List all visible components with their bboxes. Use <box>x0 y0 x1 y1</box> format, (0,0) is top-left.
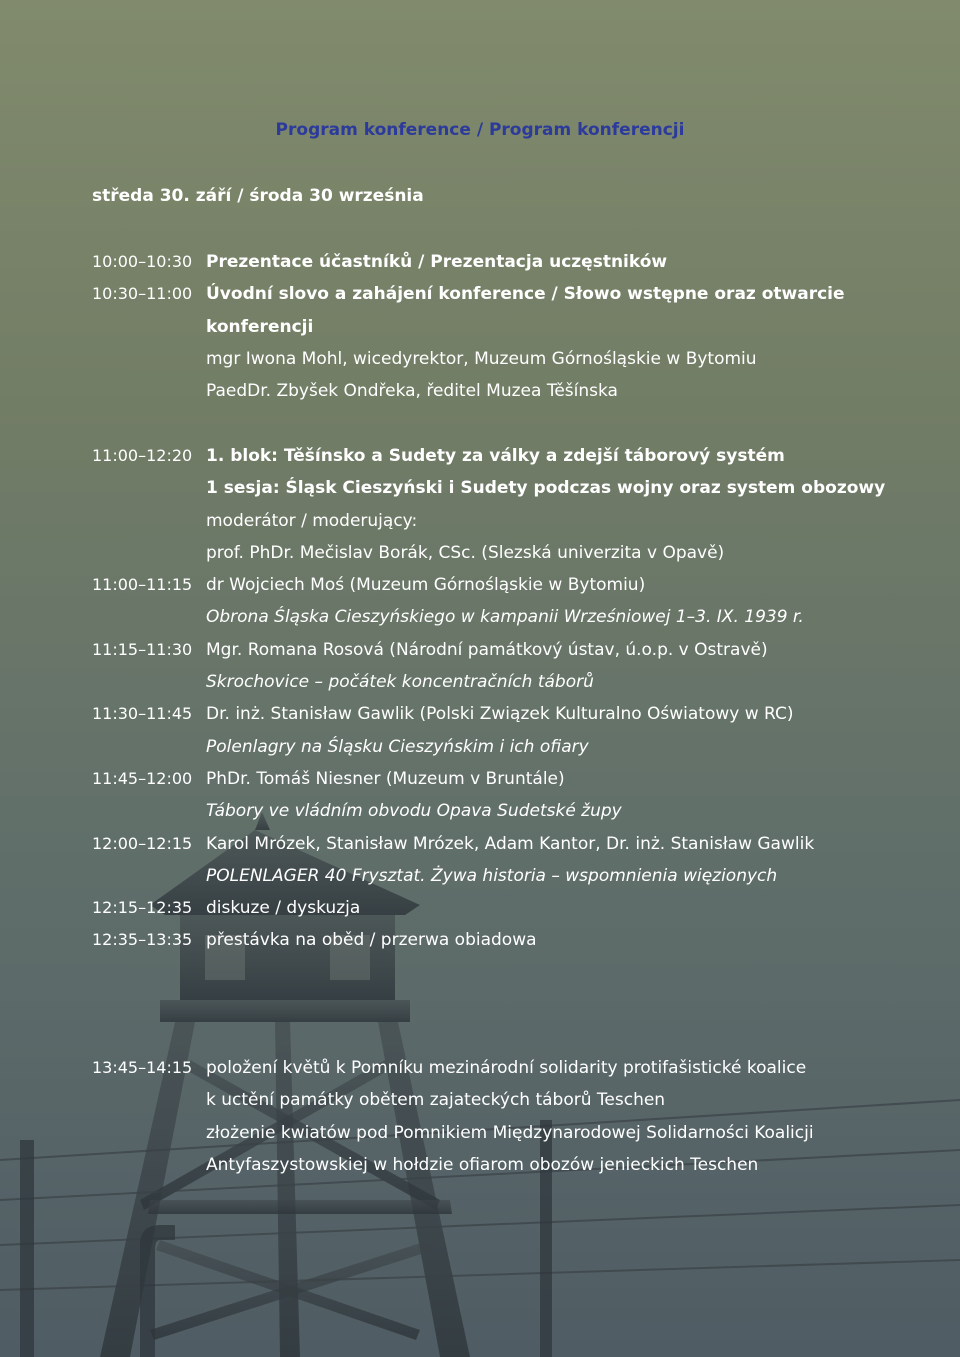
schedule-text: POLENLAGER 40 Frysztat. Żywa historia – wspomnienia więzionych <box>206 865 778 886</box>
schedule-time-spacer <box>92 666 206 698</box>
schedule-text: Tábory ve vládním obvodu Opava Sudetské župy <box>206 801 622 822</box>
schedule-text: PaedDr. Zbyšek Ondřeka, ředitel Muzea Těšínska <box>206 381 618 402</box>
schedule-text: Polenlagry na Śląsku Cieszyńskim i ich ofiary <box>206 736 589 757</box>
schedule-row <box>92 1149 852 1181</box>
schedule-time-spacer <box>92 472 206 504</box>
schedule-text: prof. PhDr. Mečislav Borák, CSc. (Slezská univerzita v Opavě) <box>206 542 725 563</box>
schedule-row <box>92 246 852 278</box>
schedule-time: 12:00–12:15 <box>92 833 193 853</box>
schedule-row <box>92 795 852 827</box>
schedule-text: diskuze / dyskuzja <box>206 898 361 919</box>
schedule-block-session-1 <box>92 440 886 957</box>
schedule-text: moderátor / moderujący: <box>206 510 418 531</box>
schedule-text: Antyfaszystowskiej w hołdzie ofiarom obozów jenieckich Teschen <box>206 1154 759 1175</box>
schedule-time-spacer <box>92 1084 206 1116</box>
schedule-text: přestávka na oběd / przerwa obiadowa <box>206 930 537 951</box>
schedule-text: konferencji <box>206 316 314 337</box>
schedule-row <box>92 472 886 504</box>
schedule-row <box>92 505 852 537</box>
schedule-time: 11:00–11:15 <box>92 575 193 595</box>
schedule-row <box>92 1117 852 1149</box>
page-title: Program konference / Program konferencji <box>275 120 685 140</box>
schedule-row <box>92 375 852 407</box>
schedule-text: złożenie kwiatów pod Pomnikiem Międzynarodowej Solidarności Koalicji <box>206 1122 814 1143</box>
schedule-text: 1. blok: Těšínsko a Sudety za války a zdejší táborový systém <box>206 446 785 466</box>
schedule-text: položení květů k Pomníku mezinárodní solidarity protifašistické koalice <box>206 1058 807 1078</box>
schedule-row <box>92 1084 852 1116</box>
schedule-time-spacer <box>92 795 206 827</box>
schedule-text: k uctění památky obětem zajateckých táborů Teschen <box>206 1090 666 1111</box>
schedule-block-opening <box>92 246 852 407</box>
schedule-row <box>92 278 852 310</box>
schedule-time: 10:30–11:00 <box>92 284 193 304</box>
schedule-row <box>92 892 852 924</box>
schedule-text: Úvodní slovo a zahájení konference / Słowo wstępne oraz otwarcie <box>206 284 845 305</box>
schedule-row <box>92 860 852 892</box>
schedule-row <box>92 343 852 375</box>
schedule-time: 13:45–14:15 <box>92 1058 193 1077</box>
schedule-row <box>92 731 852 763</box>
schedule-text: mgr Iwona Mohl, wicedyrektor, Muzeum Górnośląskie w Bytomiu <box>206 348 757 369</box>
schedule-time-spacer <box>92 311 206 343</box>
schedule-row <box>92 1052 852 1084</box>
schedule-row <box>92 311 852 343</box>
schedule-time: 11:30–11:45 <box>92 704 193 724</box>
schedule-text: Dr. inż. Stanisław Gawlik (Polski Związek Kulturalno Oświatowy w RC) <box>206 704 794 725</box>
schedule-time: 11:00–12:20 <box>92 446 193 465</box>
schedule-time: 11:15–11:30 <box>92 639 193 659</box>
schedule-row <box>92 634 852 666</box>
schedule-row <box>92 828 852 860</box>
schedule-text: Obrona Śląska Cieszyńskiego w kampanii Wrześniowej 1–3. IX. 1939 r. <box>206 607 804 628</box>
schedule-text: Skrochovice – počátek koncentračních táborů <box>206 672 594 693</box>
schedule-time: 10:00–10:30 <box>92 252 193 271</box>
schedule-text: Mgr. Romana Rosová (Národní památkový ústav, ú.o.p. v Ostravě) <box>206 639 768 660</box>
schedule-text: Karol Mrózek, Stanisław Mrózek, Adam Kantor, Dr. inż. Stanisław Gawlik <box>206 833 815 854</box>
schedule-time-spacer <box>92 860 206 892</box>
schedule-time-spacer <box>92 601 206 633</box>
schedule-row <box>92 763 852 795</box>
schedule-row <box>92 537 852 569</box>
schedule-text: dr Wojciech Moś (Muzeum Górnośląskie w Bytomiu) <box>206 575 646 596</box>
date-heading: středa 30. září / środa 30 września <box>92 186 424 206</box>
schedule-text: Prezentace účastníků / Prezentacja uczęstników <box>206 252 668 272</box>
schedule-time: 12:35–13:35 <box>92 930 193 950</box>
schedule-row <box>92 924 852 956</box>
schedule-time-spacer <box>92 375 206 407</box>
schedule-time-spacer <box>92 1149 206 1181</box>
schedule-row <box>92 440 852 472</box>
schedule-time-spacer <box>92 343 206 375</box>
schedule-text: PhDr. Tomáš Niesner (Muzeum v Bruntále) <box>206 768 565 789</box>
schedule-time-spacer <box>92 1117 206 1149</box>
schedule-row <box>92 569 852 601</box>
schedule-row <box>92 666 852 698</box>
schedule-text: 1 sesja: Śląsk Cieszyński i Sudety podczas wojny oraz system obozowy <box>206 478 886 499</box>
schedule-time-spacer <box>92 537 206 569</box>
schedule-time-spacer <box>92 505 206 537</box>
schedule-time-spacer <box>92 731 206 763</box>
schedule-time: 12:15–12:35 <box>92 898 193 918</box>
schedule-block-afternoon <box>92 1052 852 1181</box>
schedule-row <box>92 698 852 730</box>
schedule-row <box>92 601 852 633</box>
schedule-time: 11:45–12:00 <box>92 768 193 788</box>
